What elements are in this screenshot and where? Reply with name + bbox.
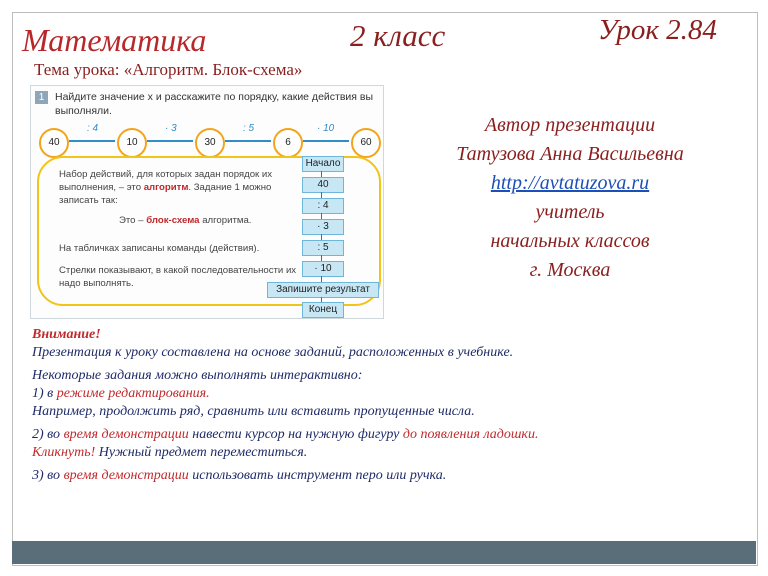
chain-circle: 60 [351,128,381,158]
chain-circle: 40 [39,128,69,158]
grade-title: 2 класс [350,18,446,53]
book-text-4: Это – блок-схема алгоритма. [119,215,252,226]
flow-step: · 10 [302,261,344,277]
lesson-number: Урок 2.84 [598,14,717,46]
flow-step: · 3 [302,219,344,235]
flow-step-start: Начало [302,156,344,172]
note-line: 2) во время демонстрации навести курсор на нужную фигуру до появления ладошки. [32,427,539,442]
author-city: г. Москва [529,259,611,281]
task-line-1: Найдите значение x и расскажите по порядку, какие действия вы [55,91,373,103]
chain-operation: : 4 [87,123,99,134]
chain-arrow [225,140,271,142]
attention-label: Внимание! [32,327,101,342]
note-line: 3) во время демонстрации использовать инструмент перо или ручка. [32,468,447,483]
chain-arrow [147,140,193,142]
note-line: 1) в режиме редактирования. [32,386,210,401]
task-line-2: выполняли. [55,105,112,117]
author-website-link[interactable]: http://avtatuzova.ru [490,172,650,194]
author-role-detail: начальных классов [490,230,650,252]
note-line: Некоторые задания можно выполнять интерактивно: [32,368,363,383]
flow-step: 40 [302,177,344,193]
lesson-topic: Тема урока: «Алгоритм. Блок-схема» [34,60,303,79]
book-text-2: выполнения, – это алгоритм. Задание 1 можно [59,182,272,193]
chain-circle: 30 [195,128,225,158]
footer-bar [12,541,756,564]
chain-arrow [303,140,349,142]
note-line: Презентация к уроку составлена на основе заданий, расположенных в учебнике. [32,345,514,360]
chain-operation: · 3 [165,123,177,134]
chain-operation: : 5 [243,123,255,134]
flow-step-end: Конец [302,302,344,318]
chain-operation: · 10 [317,123,335,134]
author-link-line [405,169,735,198]
author-heading: Автор презентации [484,114,656,136]
book-text-6: Стрелки показывают, в какой последовательности их [59,265,297,276]
number-chain [39,123,379,156]
note-line: Кликнуть! Нужный предмет переместиться. [32,445,308,460]
book-text-1: Набор действий, для которых задан порядок их [59,169,273,180]
task-number: 1 [35,91,48,104]
chain-circle: 6 [273,128,303,158]
notes-block [32,326,752,485]
task-text [55,90,375,118]
author-name: Татузова Анна Васильевна [456,143,684,165]
book-text-7: надо выполнять. [59,278,134,289]
flow-step: : 5 [302,240,344,256]
flow-step: : 4 [302,198,344,214]
subject-title: Математика [22,22,207,58]
chain-arrow [69,140,115,142]
chain-circle: 10 [117,128,147,158]
flow-step-output: Запишите результат [267,282,379,298]
book-text-5: На табличках записаны команды (действия). [59,243,260,254]
book-text-3: записать так: [59,195,118,206]
note-line: Например, продолжить ряд, сравнить или вставить пропущенные числа. [32,404,475,419]
author-role: учитель [535,201,605,223]
textbook-image [30,85,384,319]
